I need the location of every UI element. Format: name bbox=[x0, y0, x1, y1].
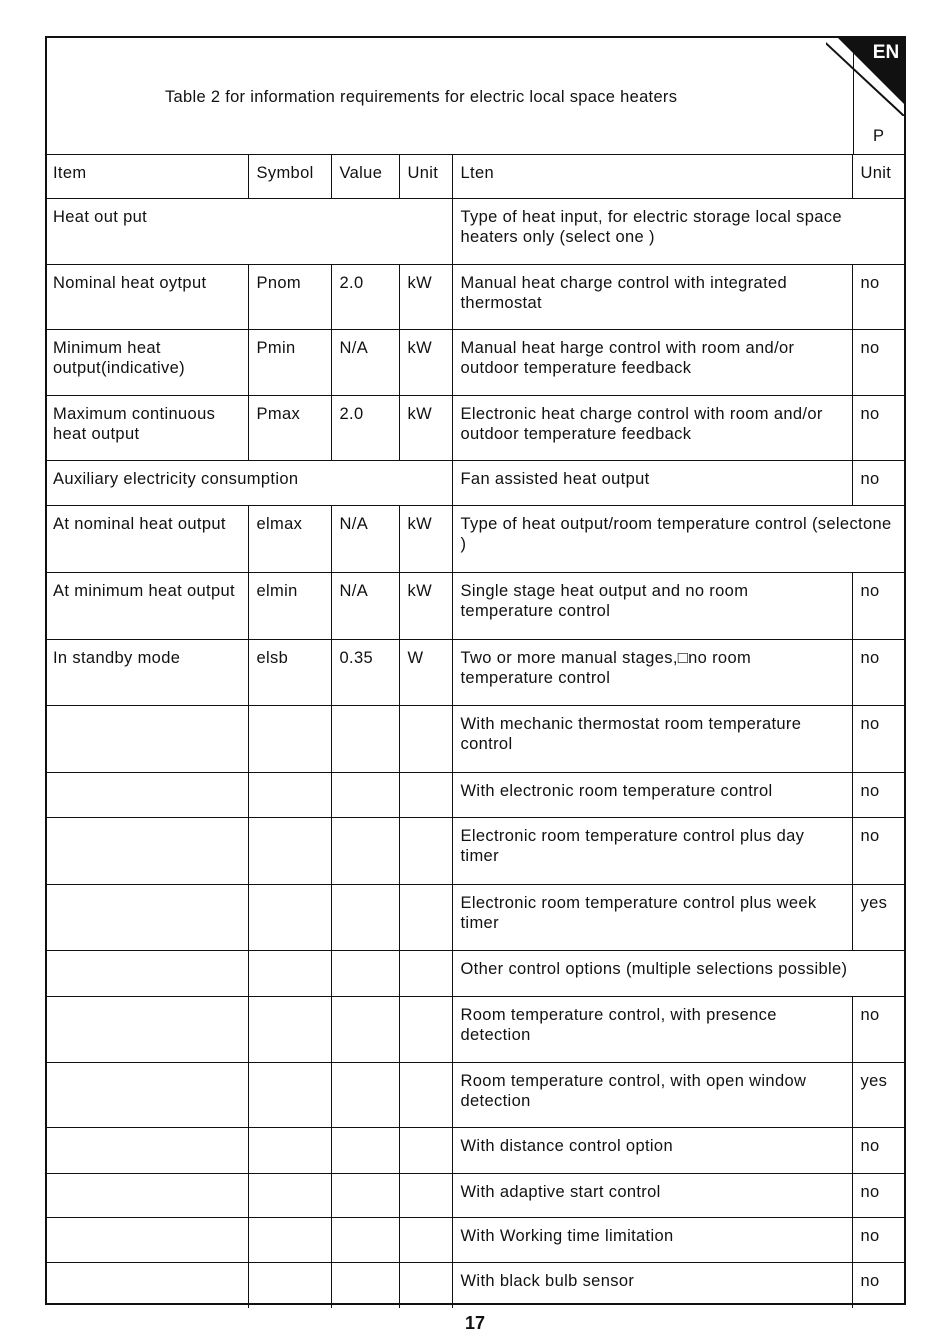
header-unit: Unit bbox=[399, 155, 452, 199]
section-heading-cell: Type of heat output/room temperature control (selectone ) bbox=[452, 506, 906, 573]
item-cell: At minimum heat output bbox=[45, 573, 248, 640]
lten-cell: Two or more manual stages,□no room temperature control bbox=[452, 640, 852, 706]
symbol-cell: Pmin bbox=[248, 330, 331, 396]
unit-right-cell: no bbox=[852, 773, 906, 818]
table-row bbox=[45, 265, 906, 330]
item-cell: At nominal heat output bbox=[45, 506, 248, 573]
lten-cell: Manual heat harge control with room and/or outdoor temperature feedback bbox=[452, 330, 852, 396]
unit-cell bbox=[399, 706, 452, 773]
header-value: Value bbox=[331, 155, 399, 199]
table-title: Table 2 for information requirements for electric local space heaters bbox=[165, 88, 678, 106]
page-number: 17 bbox=[464, 1313, 486, 1333]
item-cell: Minimum heat output(indicative) bbox=[45, 330, 248, 396]
unit-right-cell: no bbox=[852, 1128, 906, 1174]
symbol-cell: Pnom bbox=[248, 265, 331, 330]
unit-right-cell: no bbox=[852, 396, 906, 461]
header-symbol: Symbol bbox=[248, 155, 331, 199]
lten-cell: Electronic heat charge control with room and/or outdoor temperature feedback bbox=[452, 396, 852, 461]
table-row bbox=[45, 885, 906, 951]
item-cell bbox=[45, 1218, 248, 1263]
table-row bbox=[45, 573, 906, 640]
unit-cell: kW bbox=[399, 396, 452, 461]
symbol-cell bbox=[248, 885, 331, 951]
lten-cell: With black bulb sensor bbox=[452, 1263, 852, 1308]
unit-cell bbox=[399, 1128, 452, 1174]
section-heading-cell: Other control options (multiple selections possible) bbox=[452, 951, 906, 997]
unit-right-cell: no bbox=[852, 818, 906, 885]
item-cell bbox=[45, 773, 248, 818]
symbol-cell bbox=[248, 1174, 331, 1218]
section-label-cell: Auxiliary electricity consumption bbox=[45, 461, 452, 506]
header-row bbox=[45, 155, 906, 199]
lten-cell: With Working time limitation bbox=[452, 1218, 852, 1263]
unit-cell bbox=[399, 1063, 452, 1128]
value-cell bbox=[331, 1263, 399, 1308]
table-row bbox=[45, 1174, 906, 1218]
unit-cell bbox=[399, 997, 452, 1063]
spec-sheet bbox=[45, 36, 906, 1305]
value-cell: 2.0 bbox=[331, 265, 399, 330]
value-cell bbox=[331, 706, 399, 773]
value-cell bbox=[331, 885, 399, 951]
table-row bbox=[45, 1263, 906, 1308]
unit-right-cell: no bbox=[852, 706, 906, 773]
language-corner-badge bbox=[826, 36, 906, 116]
item-cell bbox=[45, 1174, 248, 1218]
table-row bbox=[45, 818, 906, 885]
table-row bbox=[45, 461, 906, 506]
table-row bbox=[45, 773, 906, 818]
symbol-cell bbox=[248, 818, 331, 885]
item-cell bbox=[45, 1128, 248, 1174]
symbol-cell bbox=[248, 1063, 331, 1128]
lten-cell: With adaptive start control bbox=[452, 1174, 852, 1218]
symbol-cell: elmax bbox=[248, 506, 331, 573]
symbol-cell bbox=[248, 1263, 331, 1308]
section-label-cell: Heat out put bbox=[45, 199, 452, 265]
value-cell: N/A bbox=[331, 573, 399, 640]
table-row bbox=[45, 706, 906, 773]
unit-cell bbox=[399, 1174, 452, 1218]
unit-right-cell: no bbox=[852, 1218, 906, 1263]
symbol-cell bbox=[248, 706, 331, 773]
lten-cell: Fan assisted heat output bbox=[452, 461, 852, 506]
header-unit-right: Unit bbox=[852, 155, 906, 199]
language-badge-text: EN bbox=[872, 42, 900, 63]
table-row bbox=[45, 396, 906, 461]
item-cell bbox=[45, 818, 248, 885]
value-cell bbox=[331, 1174, 399, 1218]
table-row bbox=[45, 1063, 906, 1128]
unit-right-cell: no bbox=[852, 265, 906, 330]
item-cell: In standby mode bbox=[45, 640, 248, 706]
value-cell: 2.0 bbox=[331, 396, 399, 461]
unit-right-cell: no bbox=[852, 640, 906, 706]
table-row bbox=[45, 199, 906, 265]
table-row bbox=[45, 506, 906, 573]
unit-cell bbox=[399, 773, 452, 818]
value-cell: N/A bbox=[331, 506, 399, 573]
symbol-cell bbox=[248, 997, 331, 1063]
spec-table bbox=[45, 154, 906, 1308]
unit-right-cell: no bbox=[852, 1174, 906, 1218]
item-cell bbox=[45, 706, 248, 773]
value-cell bbox=[331, 773, 399, 818]
table-row bbox=[45, 640, 906, 706]
unit-cell: kW bbox=[399, 265, 452, 330]
symbol-cell: Pmax bbox=[248, 396, 331, 461]
lten-cell: Single stage heat output and no room temperature control bbox=[452, 573, 852, 640]
value-cell bbox=[331, 1128, 399, 1174]
item-cell bbox=[45, 1063, 248, 1128]
unit-cell: kW bbox=[399, 330, 452, 396]
item-cell: Maximum continuous heat output bbox=[45, 396, 248, 461]
symbol-cell bbox=[248, 773, 331, 818]
value-cell: 0.35 bbox=[331, 640, 399, 706]
value-cell bbox=[331, 997, 399, 1063]
item-cell bbox=[45, 997, 248, 1063]
table-row bbox=[45, 951, 906, 997]
lten-cell: Room temperature control, with presence detection bbox=[452, 997, 852, 1063]
symbol-cell: elmin bbox=[248, 573, 331, 640]
header-item: Item bbox=[45, 155, 248, 199]
item-cell: Nominal heat oytput bbox=[45, 265, 248, 330]
table-row bbox=[45, 1218, 906, 1263]
symbol-cell: elsb bbox=[248, 640, 331, 706]
value-cell bbox=[331, 818, 399, 885]
unit-cell: kW bbox=[399, 506, 452, 573]
lten-cell: Room temperature control, with open window detection bbox=[452, 1063, 852, 1128]
unit-cell bbox=[399, 818, 452, 885]
unit-cell bbox=[399, 1218, 452, 1263]
value-cell bbox=[331, 1218, 399, 1263]
item-cell bbox=[45, 1263, 248, 1308]
value-cell bbox=[331, 1063, 399, 1128]
unit-right-cell: yes bbox=[852, 1063, 906, 1128]
symbol-cell bbox=[248, 951, 331, 997]
symbol-cell bbox=[248, 1218, 331, 1263]
unit-cell: W bbox=[399, 640, 452, 706]
item-cell bbox=[45, 885, 248, 951]
unit-right-cell: no bbox=[852, 573, 906, 640]
item-cell bbox=[45, 951, 248, 997]
corner-label: P bbox=[872, 127, 884, 145]
table-row bbox=[45, 1128, 906, 1174]
table-row bbox=[45, 330, 906, 396]
section-heading-cell: Type of heat input, for electric storage local space heaters only (select one ) bbox=[452, 199, 906, 265]
lten-cell: With distance control option bbox=[452, 1128, 852, 1174]
value-cell bbox=[331, 951, 399, 997]
unit-right-cell: no bbox=[852, 330, 906, 396]
table-row bbox=[45, 997, 906, 1063]
lten-cell: Electronic room temperature control plus day timer bbox=[452, 818, 852, 885]
unit-cell bbox=[399, 951, 452, 997]
lten-cell: With electronic room temperature control bbox=[452, 773, 852, 818]
unit-cell bbox=[399, 885, 452, 951]
unit-cell: kW bbox=[399, 573, 452, 640]
unit-right-cell: no bbox=[852, 461, 906, 506]
symbol-cell bbox=[248, 1128, 331, 1174]
header-lten: Lten bbox=[452, 155, 852, 199]
lten-cell: With mechanic thermostat room temperature control bbox=[452, 706, 852, 773]
lten-cell: Manual heat charge control with integrated thermostat bbox=[452, 265, 852, 330]
unit-right-cell: no bbox=[852, 997, 906, 1063]
value-cell: N/A bbox=[331, 330, 399, 396]
corner-divider bbox=[853, 38, 854, 155]
lten-cell: Electronic room temperature control plus week timer bbox=[452, 885, 852, 951]
unit-right-cell: no bbox=[852, 1263, 906, 1308]
unit-cell bbox=[399, 1263, 452, 1308]
unit-right-cell: yes bbox=[852, 885, 906, 951]
